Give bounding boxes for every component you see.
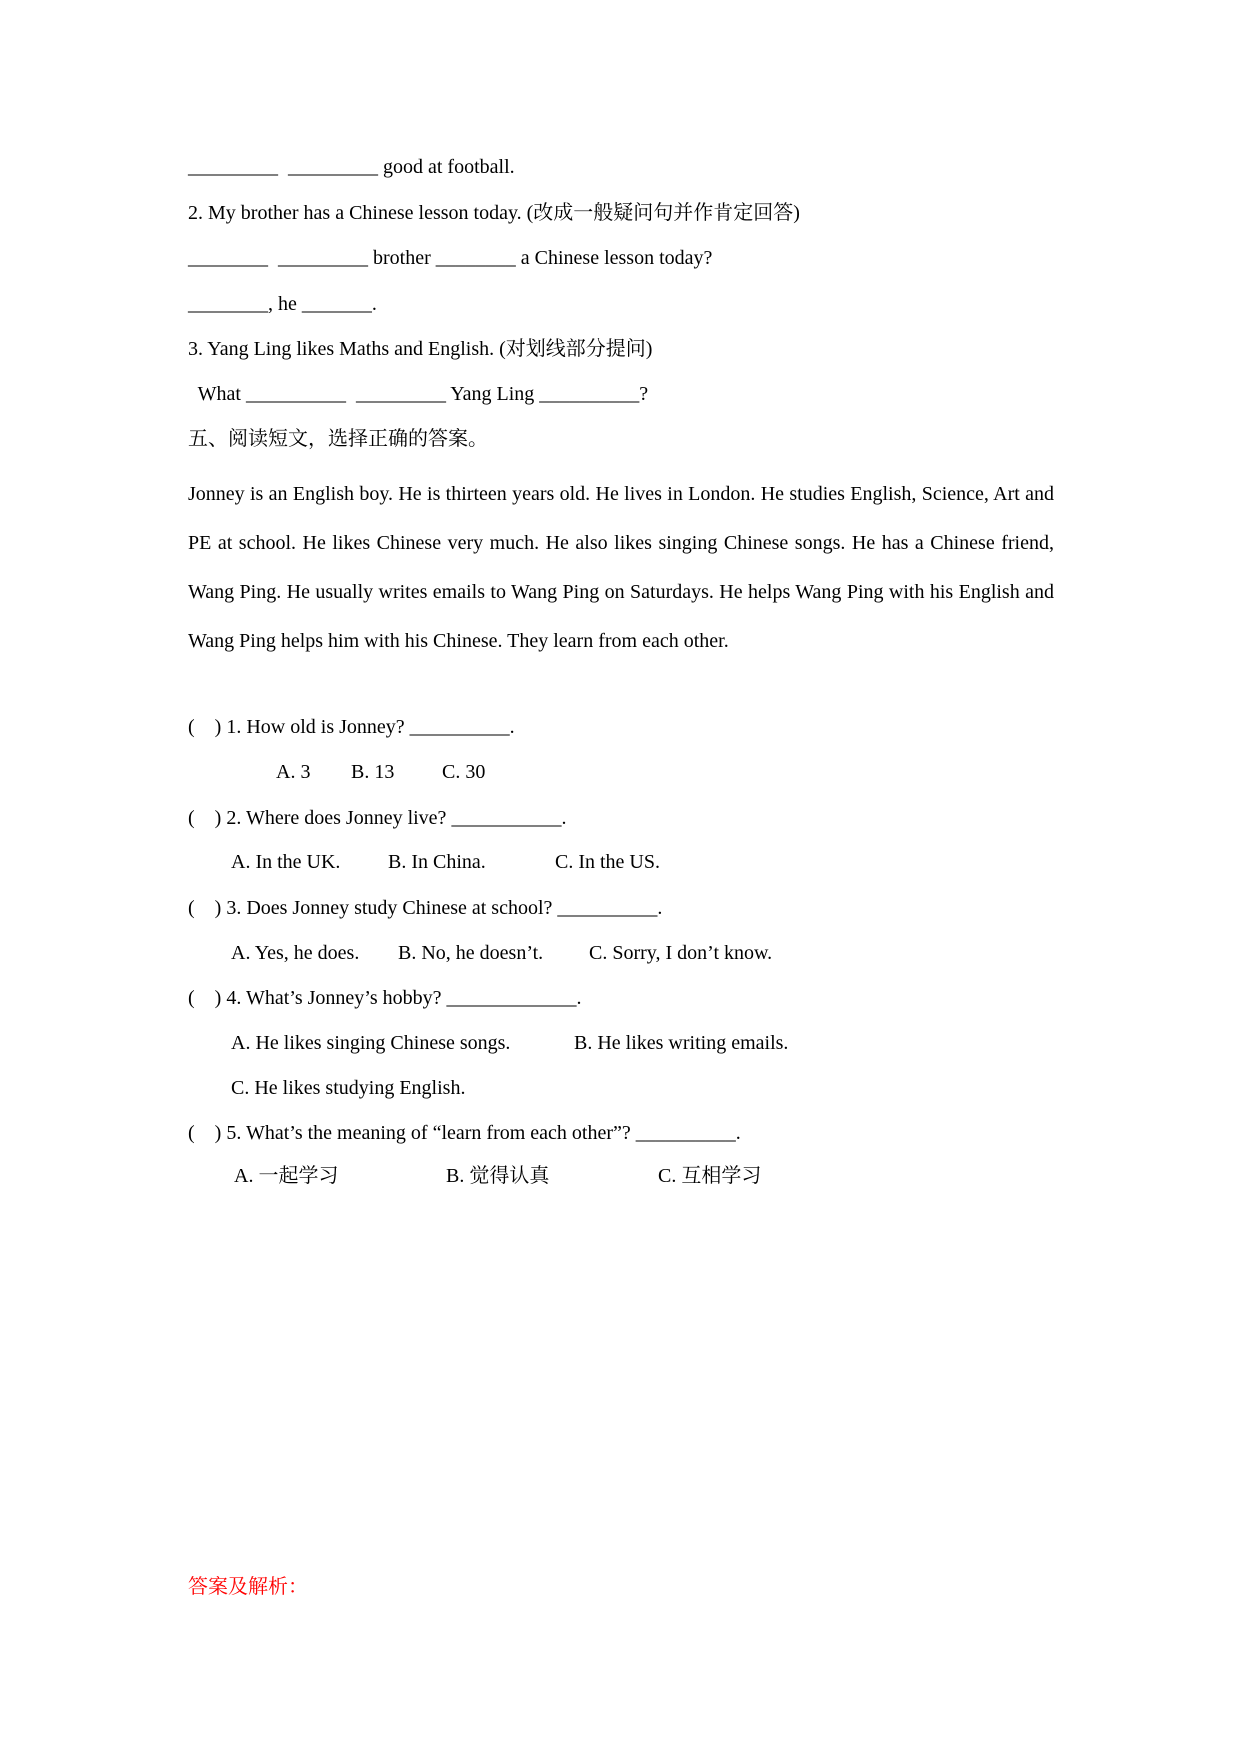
option-1c: C. 30	[442, 761, 486, 783]
reading-question-2: ( ) 2. Where does Jonney live? ___________.	[188, 807, 567, 829]
option-4b: B. He likes writing emails.	[574, 1032, 789, 1054]
reading-question-1: ( ) 1. How old is Jonney? __________.	[188, 716, 515, 738]
reading-passage: Jonney is an English boy. He is thirteen years old. He lives in London. He studies English, Science, Art and PE at school. He likes Chinese very much. He also likes singing Chinese songs. He has a Chinese friend, Wang Ping. He usually writes emails to Wang Ping on Saturdays. He helps Wang Ping with his English and Wang Ping helps him with his Chinese. They learn from each other.	[188, 483, 1054, 652]
question-2-blank-a: ________ _________ brother ________ a Chinese lesson today?	[188, 247, 713, 269]
option-5a: A. 一起学习	[234, 1165, 339, 1187]
fill-line-football: _________ _________ good at football.	[188, 156, 515, 178]
option-2c: C. In the US.	[555, 851, 660, 873]
option-3a: A. Yes, he does.	[231, 942, 360, 964]
reading-question-3: ( ) 3. Does Jonney study Chinese at school? __________.	[188, 897, 663, 919]
reading-question-5: ( ) 5. What’s the meaning of “learn from each other”? __________.	[188, 1122, 741, 1144]
question-3-blank: What __________ _________ Yang Ling __________?	[188, 383, 649, 405]
option-5c: C. 互相学习	[658, 1165, 762, 1187]
option-5b: B. 觉得认真	[446, 1165, 550, 1187]
question-3: 3. Yang Ling likes Maths and English. (对划线部分提问)	[188, 338, 653, 360]
option-4a: A. He likes singing Chinese songs.	[231, 1032, 511, 1054]
section-5-heading: 五、阅读短文，选择正确的答案。	[188, 428, 488, 450]
answer-heading: 答案及解析：	[188, 1576, 308, 1598]
question-2: 2. My brother has a Chinese lesson today. (改成一般疑问句并作肯定回答)	[188, 202, 800, 224]
reading-question-4: ( ) 4. What’s Jonney’s hobby? _____________.	[188, 987, 582, 1009]
option-1b: B. 13	[351, 761, 395, 783]
option-3b: B. No, he doesn’t.	[398, 942, 544, 964]
option-2a: A. In the UK.	[231, 851, 341, 873]
question-2-blank-b: ________, he _______.	[188, 293, 377, 315]
option-1a: A. 3	[276, 761, 311, 783]
option-2b: B. In China.	[388, 851, 486, 873]
option-4c: C. He likes studying English.	[231, 1077, 466, 1099]
option-3c: C. Sorry, I don’t know.	[589, 942, 773, 964]
